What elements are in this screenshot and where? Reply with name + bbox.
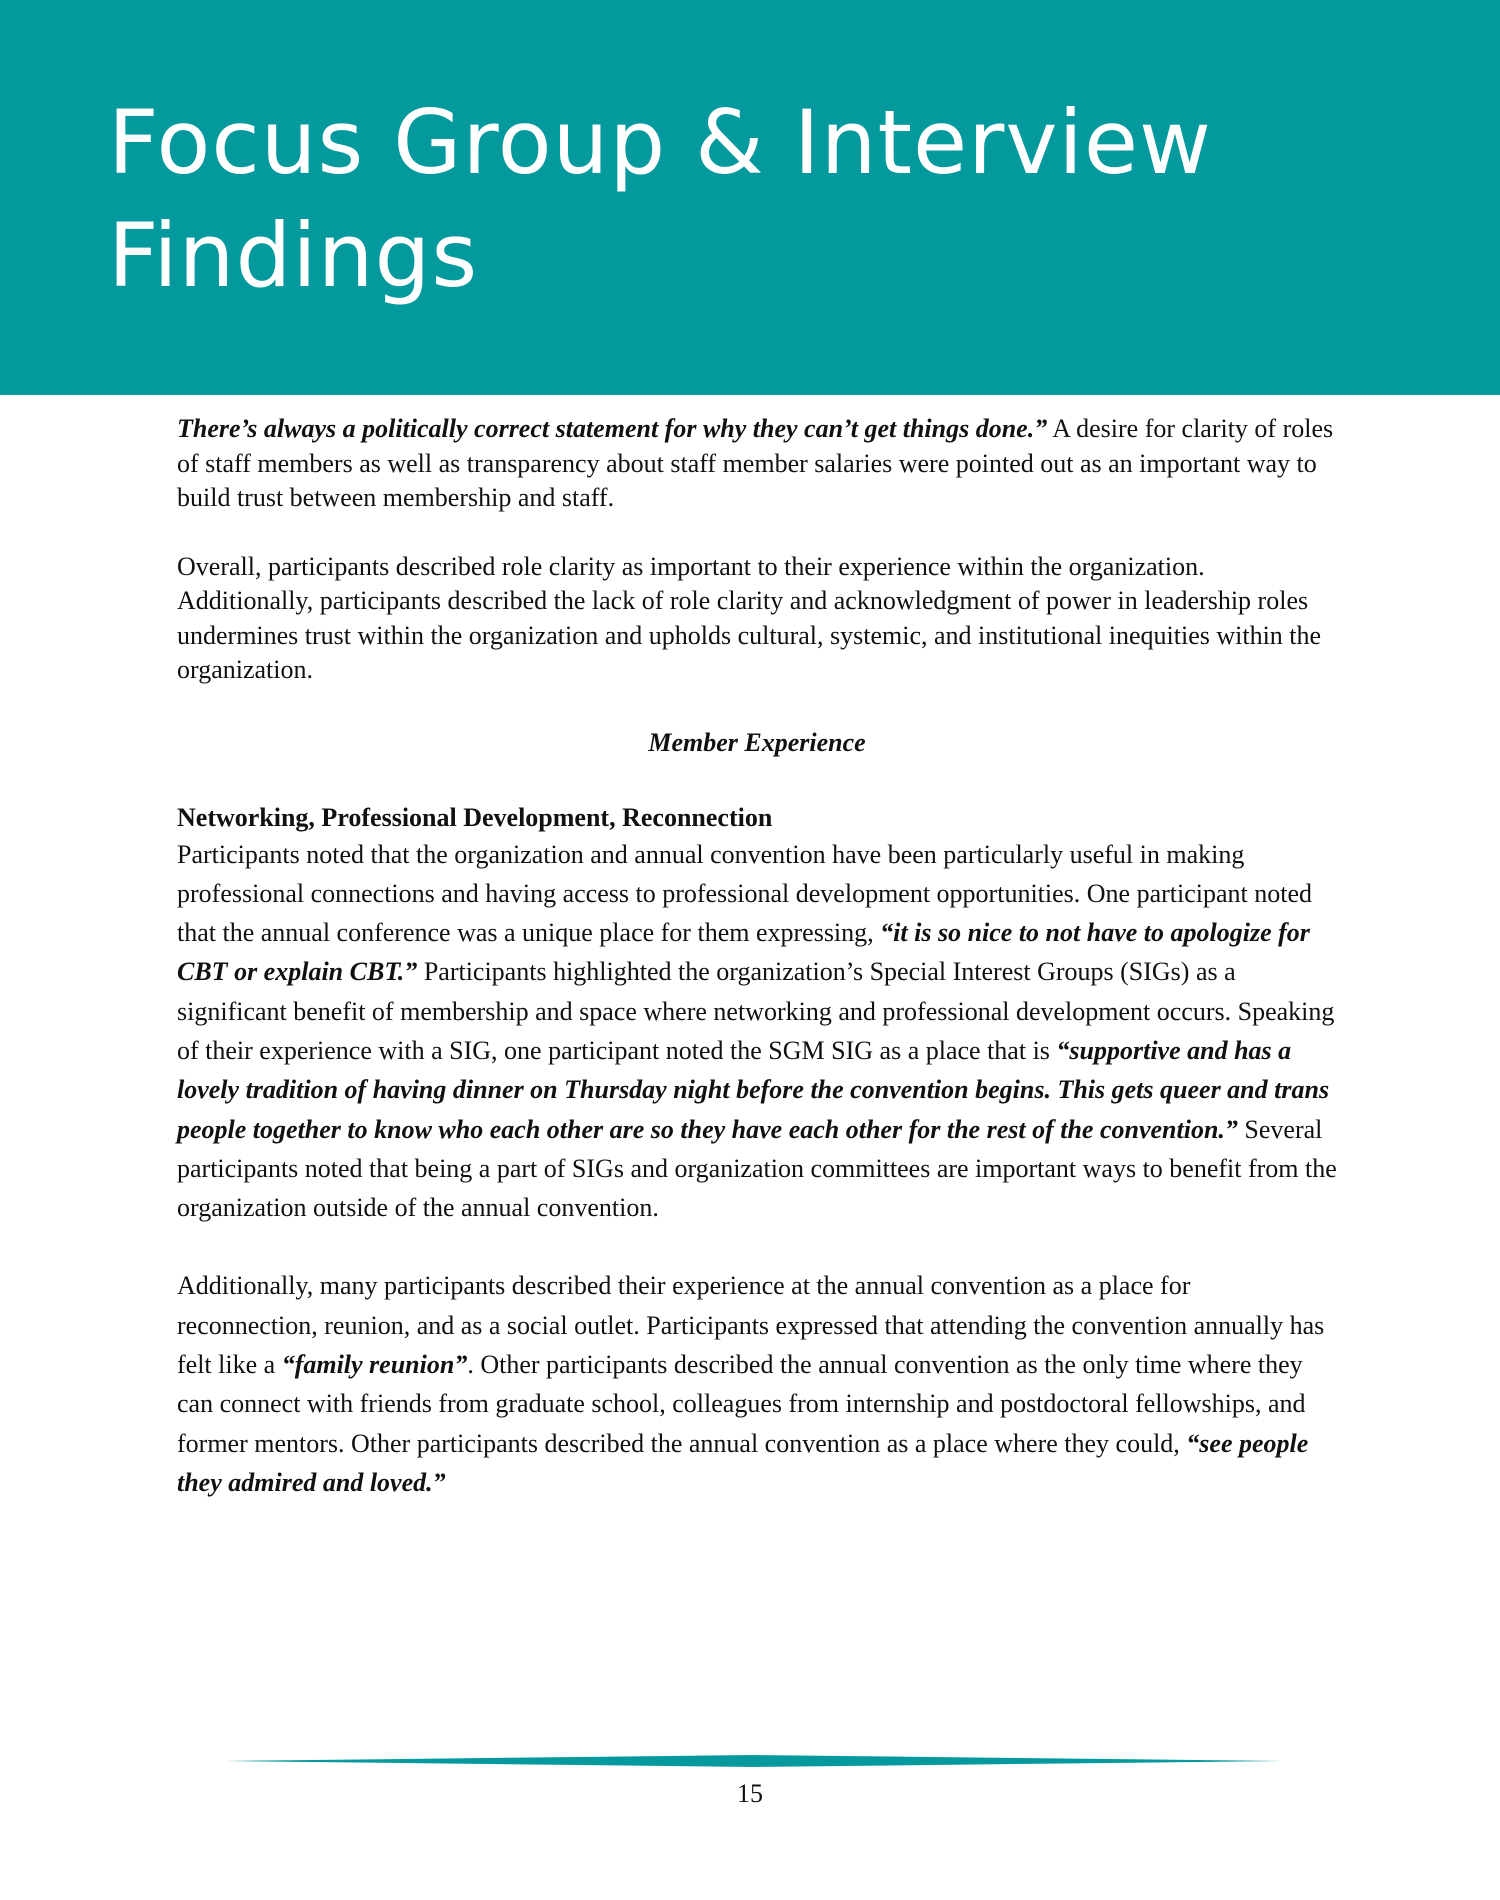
header-band bbox=[0, 0, 1500, 395]
paragraph-text: Participants highlighted the organization’s Special Interest Groups (SIGs) as a significant benefit of membership and space where networking and professional development occurs. Speaking of their experience with a SIG, one participant noted the SGM SIG as a place that is bbox=[177, 957, 1335, 1065]
paragraph-text: Several participants noted that being a part of SIGs and organization committees are important ways to benefit from the organization outside of the annual convention. bbox=[177, 1114, 1337, 1223]
paragraph-role-clarity: Overall, participants described role clarity as important to their experience within the organization. Additionally, participants described the lack of role clarity and acknowledgment of power in leadership roles undermines trust within the organization and upholds cultural, systemic, and institutional inequities within the organization. bbox=[177, 551, 1322, 684]
page-body bbox=[177, 412, 1337, 1502]
paragraph-text: Additionally, many participants described their experience at the annual convention as a place for reconnection, reunion, and as a social outlet. Participants expressed that attending the convention annually has felt like a bbox=[177, 1271, 1325, 1380]
paragraph-reconnection bbox=[177, 1266, 1337, 1502]
page-number: 15 bbox=[737, 1779, 763, 1808]
paragraph-staff-roles bbox=[177, 412, 1337, 516]
subheading: Networking, Professional Development, Reconnection bbox=[177, 802, 773, 832]
quote-admired-loved: “see people they admired and loved.” bbox=[177, 1428, 1309, 1497]
paragraph-networking bbox=[177, 835, 1337, 1228]
footer-divider bbox=[225, 1754, 1282, 1768]
footer-divider-shape bbox=[225, 1755, 1282, 1767]
quote-politically-correct: There’s always a politically correct statement for why they can’t get things done.” bbox=[177, 414, 1048, 443]
page-title: Focus Group & Interview Findings bbox=[108, 91, 1212, 307]
paragraph-text: . Other participants described the annual convention as the only time where they can connect with friends from graduate school, colleagues from internship and postdoctoral fellowships, and former mentors. Other participants described the annual convention as a place where they could, bbox=[177, 1350, 1306, 1458]
quote-family-reunion: “family reunion” bbox=[281, 1350, 468, 1380]
section-heading: Member Experience bbox=[648, 727, 866, 757]
paragraph-text: Participants noted that the organization and annual convention have been particularly useful in making professional connections and having access to professional development opportunities. One participant noted that the annual conference was a unique place for them expressing, bbox=[177, 839, 1313, 948]
paragraph-text: A desire for clarity of roles of staff members as well as transparency about staff member salaries were pointed out as an important way to build trust between membership and staff. bbox=[177, 414, 1334, 512]
quote-sgm-sig: “supportive and has a lovely tradition of having dinner on Thursday night before the convention begins. This gets queer and trans people together to know who each other are so they have each other for the rest of the convention.” bbox=[177, 1035, 1330, 1144]
quote-cbt: “it is so nice to not have to apologize for CBT or explain CBT.” bbox=[177, 918, 1310, 987]
member-experience-body bbox=[177, 835, 1337, 1503]
